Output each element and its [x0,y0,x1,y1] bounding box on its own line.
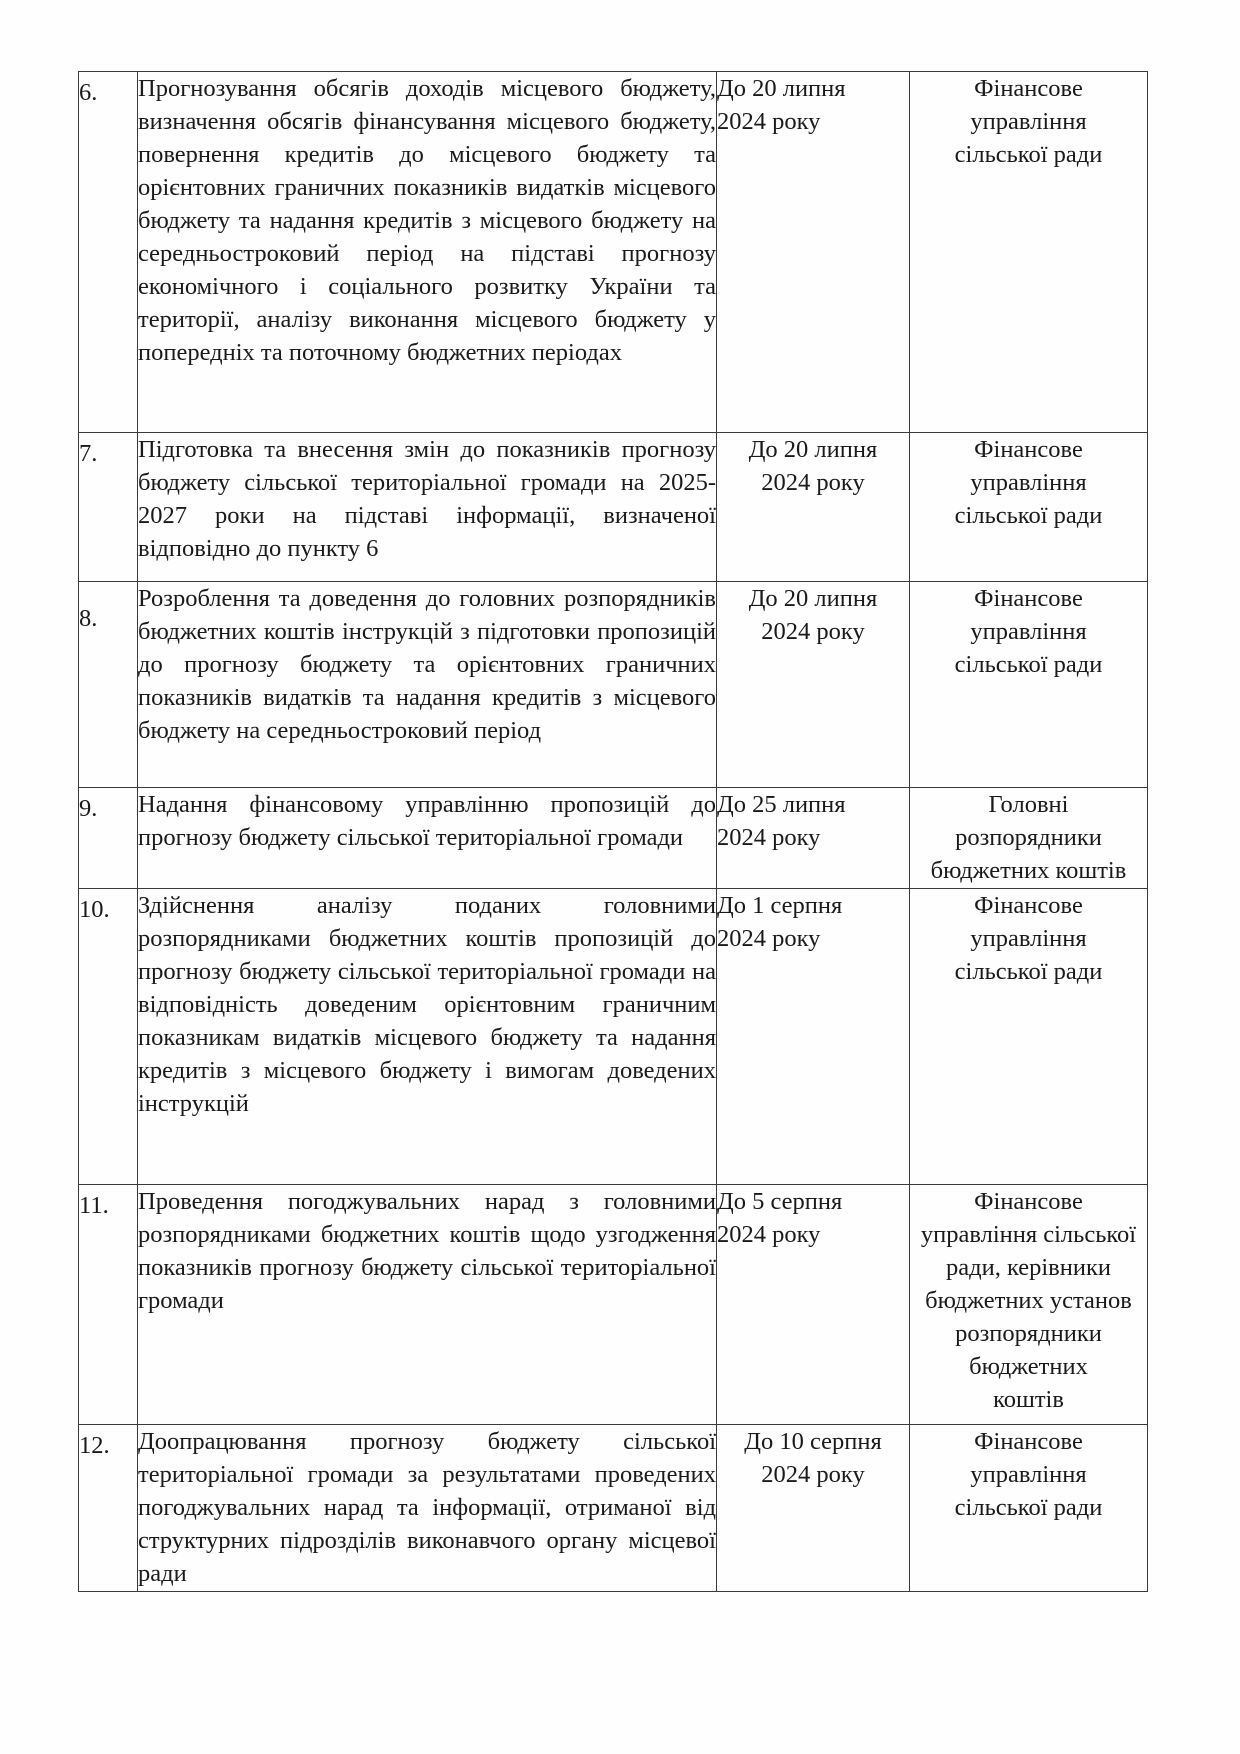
task-cell: Розроблення та доведення до головних розпорядників бюджетних коштів інструкцій з підготовки пропозицій до прогнозу бюджету та орієнтовних граничних показників видатків та надання кредитів з місцевого бюджету на середньостроковий період [138,582,717,788]
responsible-cell: Фінансове управління сільської ради [910,433,1148,582]
table-row [79,1425,1148,1592]
task-cell: Доопрацювання прогнозу бюджету сільської територіальної громади за результатами проведених погоджувальних нарад та інформації, отриманої від структурних підрозділів виконавчого органу місцевої ради [138,1425,717,1592]
term-cell: До 20 липня 2024 року [717,72,910,433]
term-cell: До 5 серпня 2024 року [717,1185,910,1425]
term-cell: До 25 липня 2024 року [717,788,910,889]
task-cell: Прогнозування обсягів доходів місцевого бюджету, визначення обсягів фінансування місцевого бюджету, повернення кредитів до місцевого бюджету та орієнтовних граничних показників видатків місцевого бюджету та надання кредитів з місцевого бюджету на середньостроковий період на підставі прогнозу економічного і соціального розвитку України та території, аналізу виконання місцевого бюджету у попередніх та поточному бюджетних періодах [138,72,717,433]
row-number-cell: 10. [79,889,138,1185]
row-number-cell: 6. [79,72,138,433]
term-cell: До 1 серпня 2024 року [717,889,910,1185]
responsible-cell: Фінансове управління сільської ради [910,1425,1148,1592]
measures-table [78,71,1148,1592]
task-cell: Здійснення аналізу поданих головними розпорядниками бюджетних коштів пропозицій до прогнозу бюджету сільської територіальної громади на відповідність доведеним орієнтовним граничним показникам видатків місцевого бюджету та надання кредитів з місцевого бюджету і вимогам доведених інструкцій [138,889,717,1185]
responsible-cell: Фінансове управління сільської ради [910,72,1148,433]
task-cell: Проведення погоджувальних нарад з головними розпорядниками бюджетних коштів щодо узгодження показників прогнозу бюджету сільської територіальної громади [138,1185,717,1425]
term-cell: До 20 липня 2024 року [717,582,910,788]
term-cell: До 20 липня 2024 року [717,433,910,582]
row-number-cell: 8. [79,582,138,788]
row-number-cell: 11. [79,1185,138,1425]
table-row [79,582,1148,788]
row-number-cell: 12. [79,1425,138,1592]
table-row [79,72,1148,433]
responsible-cell: Фінансове управління сільської ради [910,582,1148,788]
term-cell: До 10 серпня 2024 року [717,1425,910,1592]
responsible-cell: Головні розпорядники бюджетних коштів [910,788,1148,889]
table-row [79,1185,1148,1425]
table-row [79,433,1148,582]
row-number-cell: 9. [79,788,138,889]
task-cell: Надання фінансовому управлінню пропозицій до прогнозу бюджету сільської територіальної громади [138,788,717,889]
table-row [79,788,1148,889]
responsible-cell: Фінансове управління сільської ради, керівники бюджетних установ розпорядники бюджетних коштів [910,1185,1148,1425]
table-row [79,889,1148,1185]
row-number-cell: 7. [79,433,138,582]
responsible-cell: Фінансове управління сільської ради [910,889,1148,1185]
task-cell: Підготовка та внесення змін до показників прогнозу бюджету сільської територіальної громади на 2025-2027 роки на підставі інформації, визначеної відповідно до пункту 6 [138,433,717,582]
